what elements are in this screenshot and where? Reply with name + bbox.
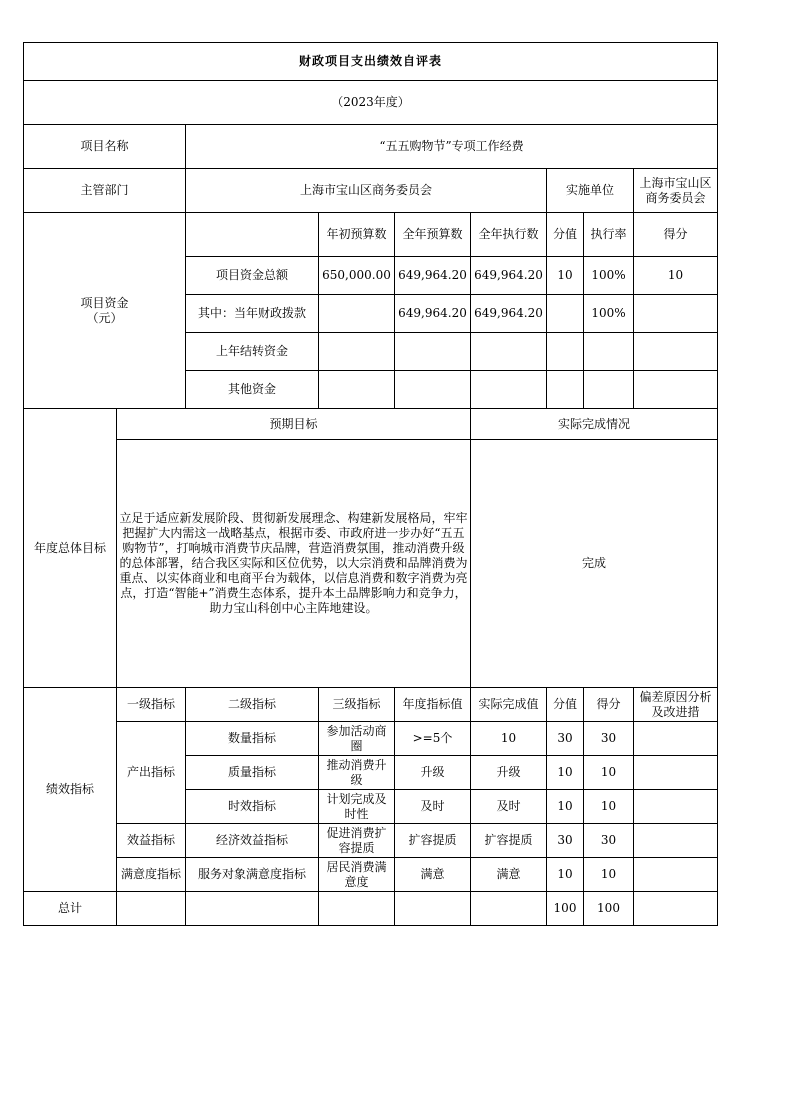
dept-value: 上海市宝山区商务委员会 (186, 169, 547, 213)
indicator-note (634, 722, 718, 756)
indicator-header-l3: 三级指标 (319, 688, 395, 722)
indicator-l3: 计划完成及时性 (319, 790, 395, 824)
funds-row-score-value: 10 (547, 257, 584, 295)
funds-row-name: 其他资金 (186, 371, 319, 409)
funds-row-annual: 649,964.20 (395, 295, 471, 333)
indicator-actual: 扩容提质 (471, 824, 547, 858)
indicator-weight: 10 (547, 858, 584, 892)
dept-label: 主管部门 (24, 169, 186, 213)
total-blank (634, 892, 718, 926)
indicator-score: 10 (584, 858, 634, 892)
indicators-label: 绩效指标 (24, 688, 117, 892)
annual-goal-label: 年度总体目标 (24, 409, 117, 688)
indicator-target: 扩容提质 (395, 824, 471, 858)
funds-row-executed (471, 371, 547, 409)
actual-completion-text: 完成 (471, 440, 718, 688)
funds-header-rate: 执行率 (584, 213, 634, 257)
indicator-header-note: 偏差原因分析及改进措 (634, 688, 718, 722)
funds-row-rate (584, 333, 634, 371)
total-blank (117, 892, 186, 926)
funds-label: 项目资金 （元） (24, 213, 186, 409)
indicator-score: 30 (584, 722, 634, 756)
indicator-l2: 服务对象满意度指标 (186, 858, 319, 892)
funds-row-initial: 650,000.00 (319, 257, 395, 295)
performance-evaluation-table (23, 42, 718, 926)
funds-row-executed: 649,964.20 (471, 257, 547, 295)
indicator-header-actual: 实际完成值 (471, 688, 547, 722)
indicator-l2: 经济效益指标 (186, 824, 319, 858)
total-label: 总计 (24, 892, 117, 926)
funds-row-initial (319, 371, 395, 409)
funds-row-annual: 649,964.20 (395, 257, 471, 295)
funds-header-initial: 年初预算数 (319, 213, 395, 257)
funds-row-score (634, 371, 718, 409)
funds-header-annual: 全年预算数 (395, 213, 471, 257)
funds-row-name: 上年结转资金 (186, 333, 319, 371)
expected-goal-header: 预期目标 (117, 409, 471, 440)
indicator-score: 10 (584, 756, 634, 790)
indicator-actual: 及时 (471, 790, 547, 824)
funds-row-annual (395, 333, 471, 371)
funds-row-score: 10 (634, 257, 718, 295)
total-blank (395, 892, 471, 926)
indicator-l3: 居民消费满意度 (319, 858, 395, 892)
total-blank (186, 892, 319, 926)
indicator-actual: 升级 (471, 756, 547, 790)
impl-unit-label: 实施单位 (547, 169, 634, 213)
funds-row-executed: 649,964.20 (471, 295, 547, 333)
funds-row-score (634, 295, 718, 333)
funds-row-rate: 100% (584, 295, 634, 333)
indicator-header-l1: 一级指标 (117, 688, 186, 722)
funds-row-name: 其中：当年财政拨款 (186, 295, 319, 333)
indicator-target: >=5个 (395, 722, 471, 756)
indicator-actual: 满意 (471, 858, 547, 892)
form-title: 财政项目支出绩效自评表 (24, 43, 718, 81)
indicator-score: 10 (584, 790, 634, 824)
indicator-level1-satisfaction: 满意度指标 (117, 858, 186, 892)
indicator-target: 升级 (395, 756, 471, 790)
indicator-l2: 质量指标 (186, 756, 319, 790)
funds-header-executed: 全年执行数 (471, 213, 547, 257)
year-label: （2023年度） (24, 81, 718, 125)
indicator-weight: 10 (547, 790, 584, 824)
project-name-value: “五五购物节”专项工作经费 (186, 125, 718, 169)
total-blank (471, 892, 547, 926)
funds-row-name: 项目资金总额 (186, 257, 319, 295)
total-weight: 100 (547, 892, 584, 926)
indicator-actual: 10 (471, 722, 547, 756)
indicator-score: 30 (584, 824, 634, 858)
funds-row-score-value (547, 333, 584, 371)
funds-row-score-value (547, 371, 584, 409)
indicator-l3: 推动消费升级 (319, 756, 395, 790)
funds-row-initial (319, 333, 395, 371)
indicator-l2: 数量指标 (186, 722, 319, 756)
actual-completion-header: 实际完成情况 (471, 409, 718, 440)
funds-row-score (634, 333, 718, 371)
total-score: 100 (584, 892, 634, 926)
funds-row-rate: 100% (584, 257, 634, 295)
indicator-weight: 10 (547, 756, 584, 790)
indicator-header-score: 得分 (584, 688, 634, 722)
indicator-weight: 30 (547, 824, 584, 858)
indicator-header-target: 年度指标值 (395, 688, 471, 722)
funds-header-score: 得分 (634, 213, 718, 257)
indicator-note (634, 824, 718, 858)
funds-row-rate (584, 371, 634, 409)
expected-goal-text: 立足于适应新发展阶段、贯彻新发展理念、构建新发展格局，牢牢把握扩大内需这一战略基点，根据市委、市政府进一步办好“五五购物节”，打响城市消费节庆品牌，营造消费氛围，推动消费升级的总体部署，结合我区实际和区位优势，以大宗消费和品牌消费为重点、以实体商业和电商平台为载体，以信息消费和数字消费为亮点，打造“智能+”消费生态体系，提升本土品牌影响力和竞争力，助力宝山科创中心主阵地建设。 (117, 440, 471, 688)
indicator-l2: 时效指标 (186, 790, 319, 824)
funds-header-score-value: 分值 (547, 213, 584, 257)
indicator-note (634, 756, 718, 790)
funds-row-initial (319, 295, 395, 333)
indicator-target: 满意 (395, 858, 471, 892)
indicator-l3: 参加活动商圈 (319, 722, 395, 756)
indicator-note (634, 790, 718, 824)
total-blank (319, 892, 395, 926)
indicator-level1-benefit: 效益指标 (117, 824, 186, 858)
indicator-l3: 促进消费扩容提质 (319, 824, 395, 858)
funds-header-blank (186, 213, 319, 257)
funds-row-executed (471, 333, 547, 371)
indicator-header-l2: 二级指标 (186, 688, 319, 722)
indicator-weight: 30 (547, 722, 584, 756)
funds-row-annual (395, 371, 471, 409)
indicator-level1-output: 产出指标 (117, 722, 186, 824)
impl-unit-value: 上海市宝山区商务委员会 (634, 169, 718, 213)
indicator-target: 及时 (395, 790, 471, 824)
indicator-note (634, 858, 718, 892)
project-name-label: 项目名称 (24, 125, 186, 169)
funds-row-score-value (547, 295, 584, 333)
indicator-header-weight: 分值 (547, 688, 584, 722)
